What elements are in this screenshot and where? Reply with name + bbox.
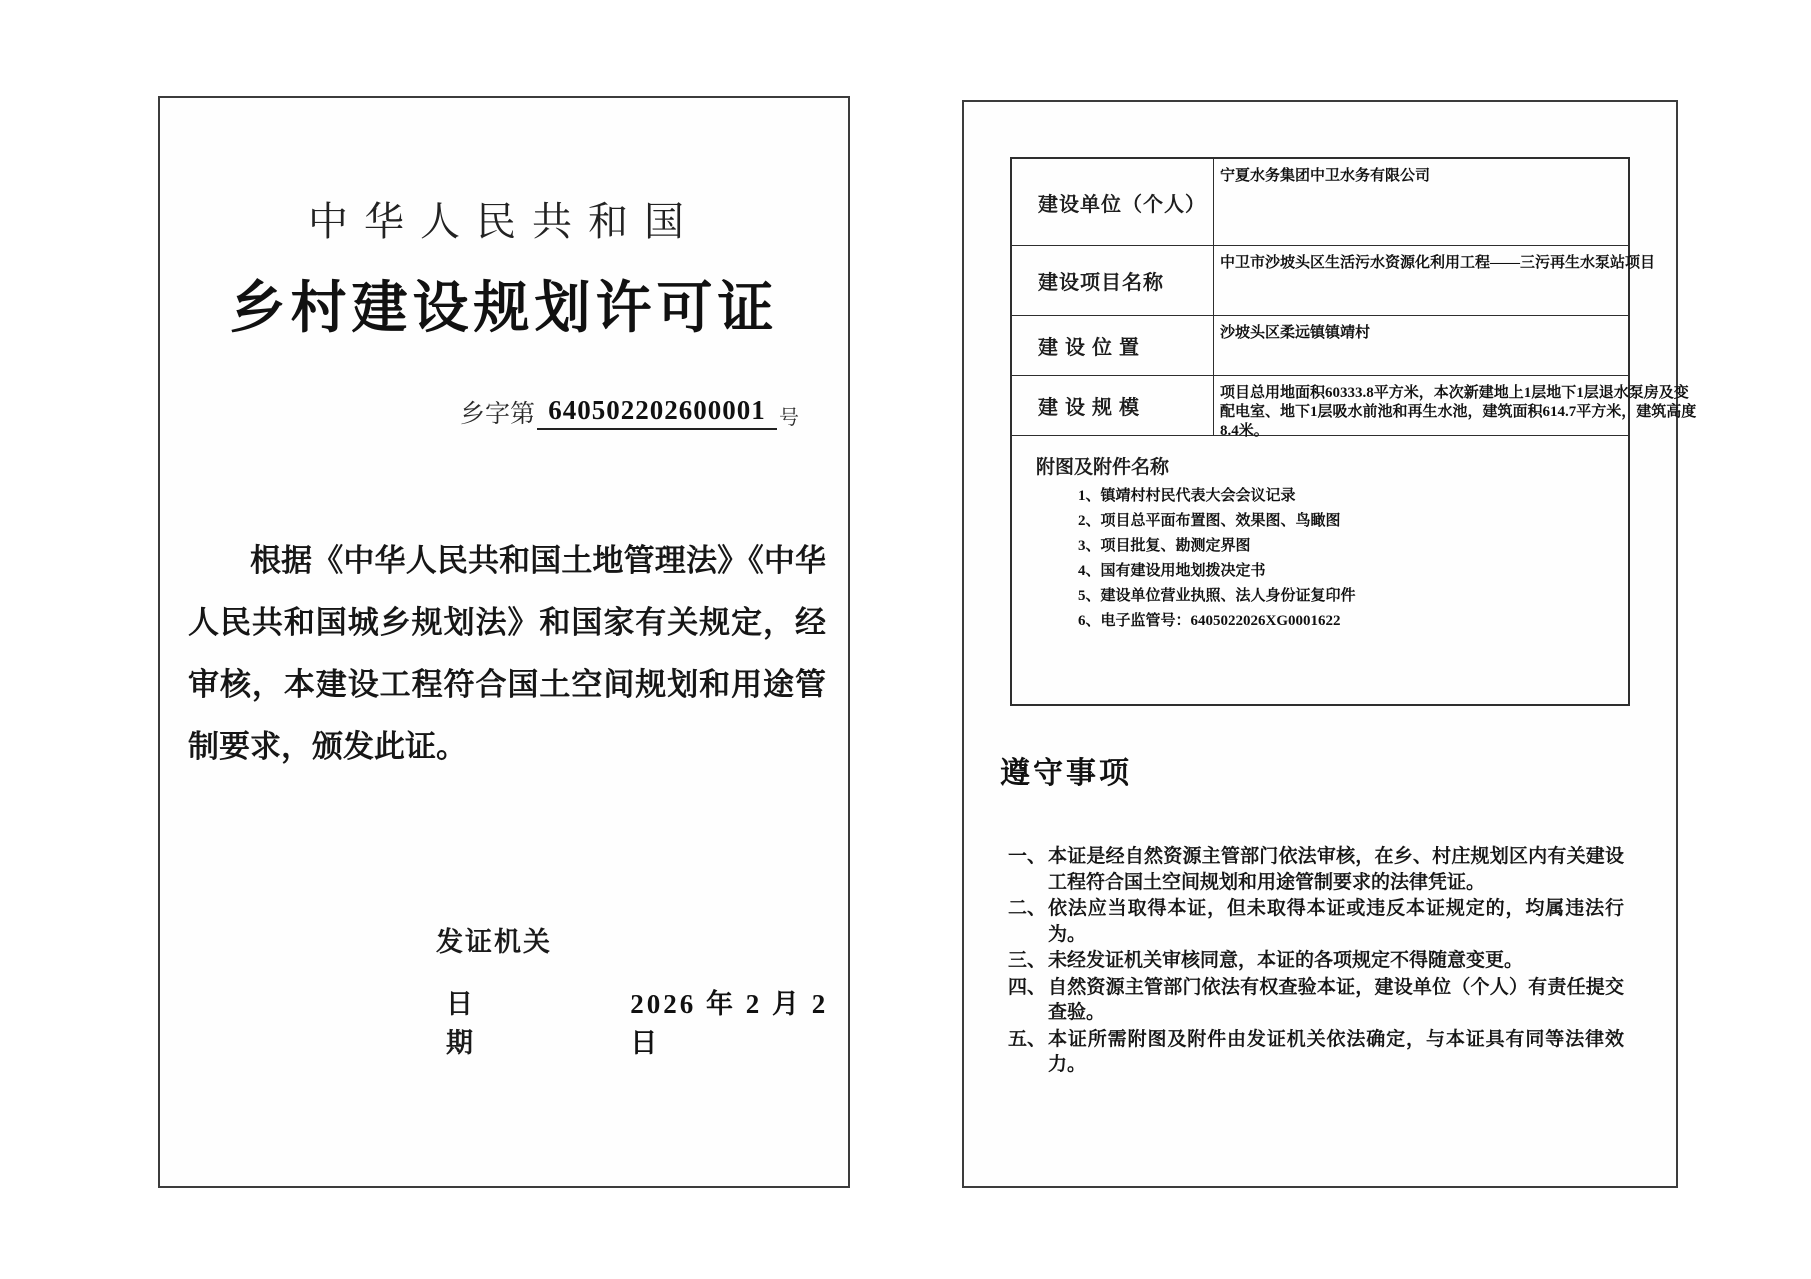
date-row [446, 982, 848, 1060]
compliance-item [1008, 975, 1624, 1026]
table-row [1012, 246, 1656, 316]
item-text: 本证是经自然资源主管部门依法审核，在乡、村庄规划区内有关建设工程符合国土空间规划和用途管制要求的法律凭证。 [1048, 846, 1624, 893]
compliance-item [1008, 948, 1624, 974]
serial-number: 640502202600001 [548, 395, 766, 425]
compliance-item [1008, 844, 1624, 895]
item-number: 四、 [1008, 976, 1047, 998]
row-label: 建 设 规 模 [1012, 376, 1214, 435]
permit-body-paragraph: 根据《中华人民共和国土地管理法》《中华人民共和国城乡规划法》和国家有关规定，经审核，本建设工程符合国土空间规划和用途管制要求，颁发此证。 [188, 543, 826, 764]
item-text: 自然资源主管部门依法有权查验本证，建设单位（个人）有责任提交查验。 [1048, 976, 1624, 1023]
row-value: 沙坡头区柔远镇镇靖村 [1220, 325, 1371, 341]
date-value: 2026 年 2 月 2 日 [630, 989, 829, 1058]
attachments-section [1012, 436, 1628, 704]
serial-suffix: 号 [779, 407, 800, 429]
table-row [1012, 316, 1628, 376]
permit-detail-page [962, 100, 1697, 1188]
date-label: 日 期 [446, 989, 533, 1058]
item-number: 三、 [1008, 950, 1047, 971]
item-number: 二、 [1008, 898, 1047, 919]
item-text: 未经发证机关审核同意，本证的各项规定不得随意变更。 [1048, 950, 1524, 971]
row-value-text: 项目总用地面积60333.8平方米，本次新建地上1层地下1层退水泵房及变配电室、地下1层吸水前池和再生水池，建筑面积614.7平方米，建筑高度8.4米。 [1220, 385, 1697, 439]
compliance-item [1008, 896, 1624, 947]
attachments-block [1036, 452, 1628, 704]
attachments-label: 附图及附件名称 [1036, 457, 1170, 478]
table-row [1012, 159, 1628, 246]
compliance-heading: 遵守事项 [1000, 757, 1132, 790]
row-label: 建设项目名称 [1012, 246, 1214, 315]
table-row [1012, 376, 1697, 439]
item-text: 本证所需附图及附件由发证机关依法确定，与本证具有同等法律效力。 [1048, 1028, 1624, 1075]
attachment-item: 3、项目批复、勘测定界图 [1078, 538, 1251, 554]
row-label: 建 设 位 置 [1012, 316, 1214, 375]
issuer-label: 发证机关 [436, 927, 552, 957]
serial-row [460, 394, 799, 430]
row-value [1214, 376, 1697, 439]
item-text: 依法应当取得本证，但未取得本证或违反本证规定的，均属违法行为。 [1048, 898, 1624, 945]
permit-title: 乡村建设规划许可证 [229, 278, 779, 340]
item-number: 五、 [1008, 1028, 1047, 1050]
serial-prefix: 乡字第 [460, 401, 536, 428]
row-value: 中卫市沙坡头区生活污水资源化利用工程——三污再生水泵站项目 [1220, 255, 1656, 271]
row-value: 宁夏水务集团中卫水务有限公司 [1220, 168, 1431, 184]
attachment-item: 5、建设单位营业执照、法人身份证复印件 [1078, 588, 1356, 604]
attachment-item: 4、国有建设用地划拨决定书 [1078, 563, 1266, 579]
row-label: 建设单位（个人） [1012, 159, 1214, 245]
attachment-item: 1、镇靖村村民代表大会会议记录 [1078, 488, 1296, 504]
serial-underline [537, 397, 777, 430]
country-title: 中华人民共和国 [308, 199, 700, 244]
compliance-list [1008, 844, 1624, 1079]
attachment-item: 6、电子监管号：6405022026XG0001622 [1078, 613, 1341, 629]
info-table [1010, 157, 1697, 706]
attachment-item: 2、项目总平面布置图、效果图、鸟瞰图 [1078, 513, 1341, 529]
item-number: 一、 [1008, 846, 1047, 867]
permit-cover-page [158, 96, 850, 1188]
compliance-item [1008, 1027, 1624, 1078]
